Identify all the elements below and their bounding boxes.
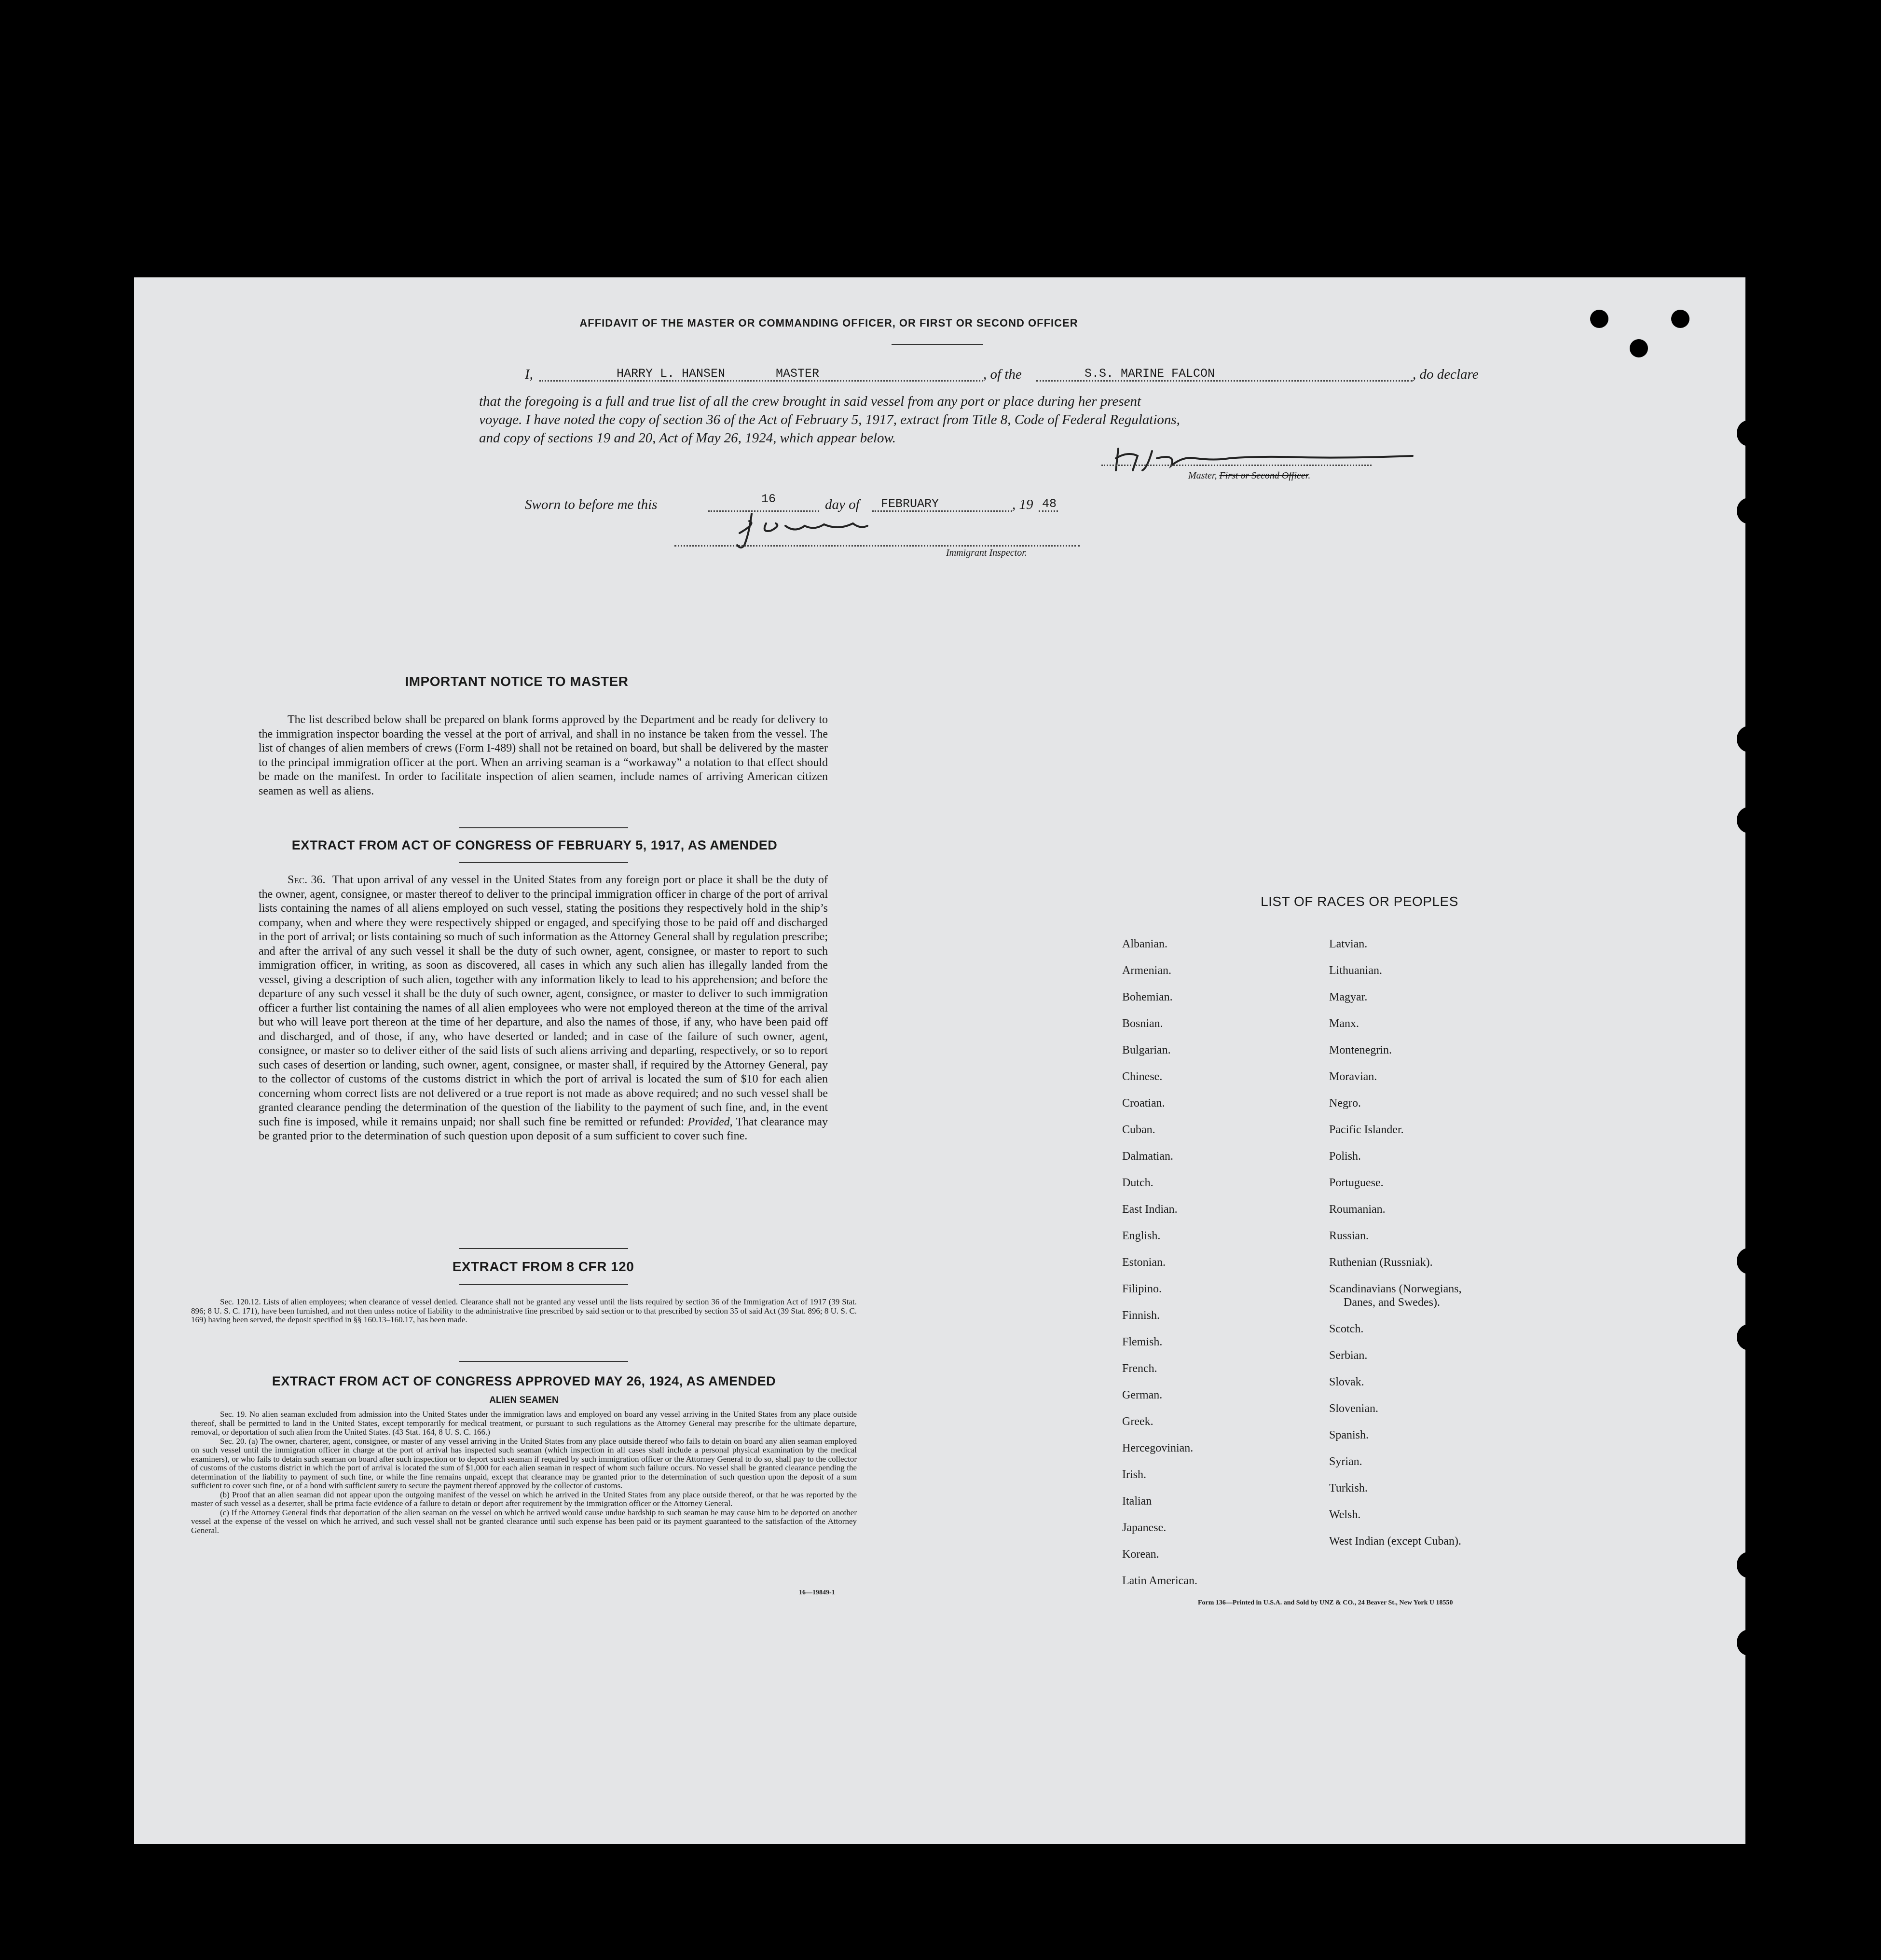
sec-20c-text: (c) If the Attorney General finds that deportation of the alien seaman on the vessel on which he arrived would cause undue hardship to such seaman he may cause him to be deported on another vessel at the expense of the vessel on which he arrived, and such vessel shall not be granted clearance until such expense has been paid or its payment guaranteed to the satisfaction of the Attorney General. [191,1508,857,1535]
name-rank-blank [539,380,983,382]
extract-1924-top-divider [459,1361,628,1362]
alien-seamen-subtitle: ALIEN SEAMEN [489,1395,559,1405]
race-item: Bulgarian. [1122,1044,1171,1056]
race-item: Chinese. [1122,1070,1163,1083]
race-item: Croatian. [1122,1097,1165,1110]
race-item: Turkish. [1329,1482,1368,1494]
sec-36-text: That upon arrival of any vessel in the United States from any foreign port or place it shall be the duty of the owner, agent, consignee, or master thereof to deliver to the principal immigration officer in charge of the port of arrival lists containing the names of all aliens employed on such vessel, stating the positions they respectively hold in the ship’s company, when and where they were respectively shipped or engaged, and specifying those to be paid off and discharged in the port of arrival; or lists containing so much of such information as the Attorney General shall by regulation prescribe; and after the arrival of any such vessel it shall be the duty of such owner, agent, consignee, or master to report to such immigration officer, in writing, as soon as discovered, all cases in which any such alien has illegally landed from the vessel, giving a description of such alien, together with any information likely to lead to his apprehension; and before the departure of any such vessel it shall be the duty of such owner, agent, consignee, or master to deliver to such immigration officer a further list containing the names of all alien employees who were not employed thereon at the time of the arrival but who will leave port thereon at the time of her departure, and also the names of those, if any, who have been paid off and discharged, and of those, if any, who have deserted or landed; and in case of the failure of such owner, agent, consignee, or master so to deliver either of the said lists of such aliens arriving and departing, respectively, or so to report such cases of desertion or landing, such owner, agent, consignee, or master shall, if required by the Attorney General, pay to the collector of customs of the customs district in which the port of arrival is located the sum of $10 for each alien concerning whom correct lists are not delivered or a true report is not made as above required; and no such vessel shall be granted clearance pending the determination of the question of the liability to the payment of such fine, and, in the event such fine is imposed, while it remains unpaid; nor shall such fine be remitted or refunded: [259,874,828,1128]
race-item: Finnish. [1122,1309,1160,1322]
vessel-name: S.S. MARINE FALCON [1085,367,1215,381]
race-item: Bosnian. [1122,1017,1163,1030]
race-item: Slovenian. [1329,1402,1378,1415]
race-item: Dalmatian. [1122,1150,1173,1163]
sec-20b-text: (b) Proof that an alien seaman did not appear upon the outgoing manifest of the vessel on which he arrived in the United States from any place outside thereof, or that he was reported by the master of such vessel as a deserter, shall be prima facie evidence of a failure to detain or deport after requirement by the immigration officer or the Attorney General. [191,1490,857,1508]
race-item: Lithuanian. [1329,964,1382,977]
punch-hole [1737,1630,1761,1656]
race-item: Filipino. [1122,1283,1162,1295]
sworn-month: FEBRUARY [881,497,939,511]
race-item: Welsh. [1329,1508,1361,1521]
race-item: Cuban. [1122,1124,1155,1136]
struck-officer-text: First or Second Officer [1219,470,1308,481]
master-caption: Master, First or Second Officer. [1188,470,1311,481]
cfr-title: EXTRACT FROM 8 CFR 120 [452,1259,634,1274]
master-name: HARRY L. HANSEN [617,367,726,381]
affidavit-line-2: that the foregoing is a full and true list of all the crew brought in said vessel from any port or place during her present [479,394,1141,409]
affidavit-title: AFFIDAVIT OF THE MASTER OR COMMANDING OFFICER, OR FIRST OR SECOND OFFICER [579,317,1078,329]
race-item: Bohemian. [1122,991,1173,1003]
provided-text: That clearance may be granted prior to the determination of such question upon deposit of a sum sufficient to cover such fine. [259,1115,828,1142]
race-item: Flemish. [1122,1336,1163,1348]
year-prefix: , 19 [1012,497,1033,512]
day-of-label: day of [825,497,860,512]
sworn-label: Sworn to before me this [525,497,658,512]
cfr-text: Sec. 120.12. Lists of alien employees; when clearance of vessel denied. Clearance shall not be granted any vessel until the lists required by section 36 of the Immigration Act of 1917 (39 Stat. 896; 8 U. S. C. 171), have been furnished, and not then unless notice of liability to the administrative fine prescribed by said section or to that prescribed by section 35 of said Act (39 Stat. 896; 8 U. S. C. 169) having been served, the deposit specified in §§ 160.13–160.17, has been made. [191,1297,857,1324]
sec-19-text: Sec. 19. No alien seaman excluded from admission into the United States under the immigration laws and employed on board any vessel arriving in the United States from any place outside thereof, shall be permitted to land in the United States, except temporarily for medical treatment, or pursuant to such regulations as the Attorney General may prescribe for the ultimate departure, removal, or deportation of such alien from the United States. (43 Stat. 164, 8 U. S. C. 166.) [191,1410,857,1437]
race-item: Irish. [1122,1468,1146,1481]
i-label: I, [525,367,533,382]
race-item: Serbian. [1329,1349,1368,1362]
race-item: Dutch. [1122,1177,1153,1189]
race-item: Estonian. [1122,1256,1166,1269]
master-rank: MASTER [776,367,820,381]
race-item: Hercegovinian. [1122,1442,1194,1454]
sworn-line [525,492,1297,516]
punch-hole [1737,1248,1761,1274]
race-item: Scandinavians (Norwegians, [1329,1283,1462,1295]
sworn-day: 16 [761,492,776,506]
notice-divider [459,827,628,828]
extract-1917-divider [459,862,628,863]
master-signature-line [1101,465,1372,466]
affidavit-line-1 [525,367,1538,386]
notice-title: IMPORTANT NOTICE TO MASTER [405,674,629,689]
of-the-label: , of the [983,367,1022,382]
race-item: Scotch. [1329,1323,1364,1335]
punch-hole [1630,339,1648,357]
race-item: Slovak. [1329,1376,1364,1388]
race-item: English. [1122,1230,1161,1242]
master-caption-label: Master, [1188,470,1217,481]
extract-1924-body [191,1410,857,1535]
race-item: Polish. [1329,1150,1361,1163]
affidavit-line-4: and copy of sections 19 and 20, Act of May 26, 1924, which appear below. [479,430,896,446]
race-item: Armenian. [1122,964,1171,977]
punch-hole [1671,310,1689,328]
form-code: 16—19849-1 [799,1589,835,1596]
race-item: Japanese. [1122,1521,1167,1534]
declare-label: , do declare [1413,367,1479,382]
race-item: Greek. [1122,1415,1153,1428]
race-item: West Indian (except Cuban). [1329,1535,1461,1548]
master-signature [1099,437,1427,475]
cfr-divider [459,1284,628,1285]
provided-label: Provided, [687,1115,733,1128]
sec-20a-text: Sec. 20. (a) The owner, charterer, agent, consignee, or master of any vessel arriving in the United States from any place outside thereof who fails to detain on board any alien seaman employed on such vessel until the immigration officer in charge at the port of arrival has inspected such seaman (which inspection in all cases shall include a personal physical examination by the medical examiners), or who fails to detain such seaman on board after such inspection or to deport such seaman if required by such immigration officer or the Attorney General to do so, shall pay to the collector of customs of the customs district in which the port of arrival is located the sum of $1,000 for each alien seaman in respect of whom such failure occurs. No vessel shall be granted clearance pending the determination of the liability to payment of such fine, or while the fine remains unpaid, except that clearance may be granted prior to the determination of such question upon the deposit of a sum sufficient to cover such fine, or of a bond with sufficient surety to secure the payment thereof approved by the collector of customs. [191,1436,857,1490]
cfr-top-divider [459,1248,628,1249]
race-item: Moravian. [1329,1070,1377,1083]
race-item: Roumanian. [1329,1203,1386,1216]
race-item: Latin American. [1122,1575,1197,1587]
scanned-document [134,277,1745,1844]
inspector-caption: Immigrant Inspector. [946,548,1027,558]
race-item: Magyar. [1329,991,1368,1003]
race-item: Portuguese. [1329,1177,1384,1189]
races-left-column [1122,937,1197,1601]
extract-1917-title: EXTRACT FROM ACT OF CONGRESS OF FEBRUARY 5, 1917, AS AMENDED [291,838,778,852]
race-item: East Indian. [1122,1203,1178,1216]
printer-imprint: Form 136—Printed in U.S.A. and Sold by UNZ & CO., 24 Beaver St., New York U 18550 [1198,1599,1453,1606]
notice-text: The list described below shall be prepared on blank forms approved by the Department and be ready for delivery to the immigration inspector boarding the vessel at the port of arrival, and shall in no instance be taken from the vessel. The list of changes of alien members of crews (Form I-489) shall not be retained on board, but shall be delivered by the master to the principal immigration officer at the port. When an arriving seaman is a “workaway” a notation to that effect should be made on the manifest. In order to facilitate inspection of alien seamen, include names of arriving American citizen seamen as well as aliens. [259,713,828,797]
races-title: LIST OF RACES OR PEOPLES [1261,894,1458,909]
race-item: Italian [1122,1495,1152,1508]
races-right-column [1329,937,1462,1561]
race-item: Albanian. [1122,938,1167,950]
title-divider [892,344,983,345]
extract-1924-title: EXTRACT FROM ACT OF CONGRESS APPROVED MAY 26, 1924, AS AMENDED [272,1374,776,1388]
sworn-year: 48 [1042,497,1057,511]
race-item: Spanish. [1329,1429,1369,1441]
race-item: Manx. [1329,1017,1359,1030]
punch-hole [1737,420,1761,446]
punch-hole [1590,310,1608,328]
race-item: Pacific Islander. [1329,1124,1404,1136]
punch-hole [1737,807,1761,833]
affidavit-line-3: voyage. I have noted the copy of section 36 of the Act of February 5, 1917, extract from Title 8, Code of Federal Regulations, [479,412,1180,427]
race-item: French. [1122,1362,1157,1375]
race-item: Montenegrin. [1329,1044,1392,1056]
race-item: Negro. [1329,1097,1361,1110]
race-item: Latvian. [1329,938,1368,950]
race-item: Danes, and Swedes). [1344,1296,1440,1309]
inspector-signature-line [674,545,1080,547]
punch-hole [1737,1324,1761,1350]
race-item: German. [1122,1389,1163,1401]
sec-36-label: Sec. 36. [288,874,326,886]
race-item: Syrian. [1329,1455,1362,1468]
punch-hole [1737,1552,1761,1578]
race-item: Russian. [1329,1230,1369,1242]
punch-hole [1737,726,1761,752]
race-item: Korean. [1122,1548,1159,1561]
extract-1917-body [259,873,828,1144]
punch-hole [1737,498,1761,524]
race-item: Ruthenian (Russniak). [1329,1256,1433,1269]
